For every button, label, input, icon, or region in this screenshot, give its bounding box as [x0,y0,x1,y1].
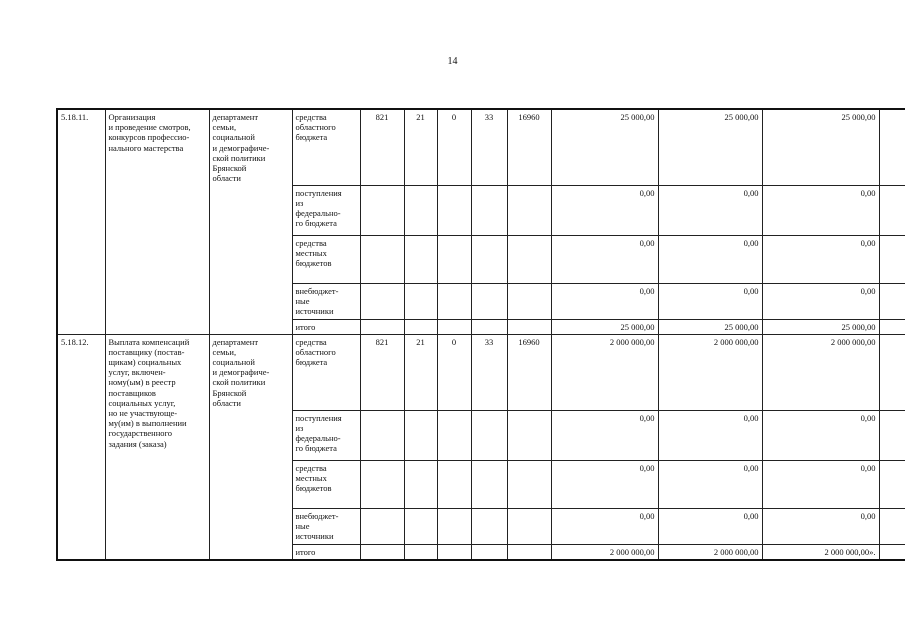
source-label: средства областного бюджета [292,334,360,410]
code-cell [360,235,404,283]
code-cell [404,235,437,283]
amount-cell: 0,00 [551,410,658,460]
amount-cell: 0,00 [551,283,658,319]
source-label: средства местных бюджетов [292,460,360,508]
empty-cell [879,235,905,283]
total-amount: 25 000,00 [551,319,658,334]
code-cell: 16960 [507,334,551,410]
code-cell [404,544,437,560]
code-cell [360,544,404,560]
code-cell: 33 [471,334,507,410]
code-cell [507,410,551,460]
code-cell [360,283,404,319]
amount-cell: 2 000 000,00 [762,334,879,410]
empty-cell [879,185,905,235]
code-cell [471,544,507,560]
row-executor: департамент семьи, социальной и демографиче- ской политики Брянской области [209,334,292,560]
amount-cell: 0,00 [762,410,879,460]
empty-cell [879,410,905,460]
code-cell [437,544,471,560]
source-label: поступления из федерально- го бюджета [292,185,360,235]
total-label: итого [292,319,360,334]
code-cell [360,460,404,508]
amount-cell: 0,00 [762,235,879,283]
row-code: 5.18.11. [57,109,105,334]
empty-cell [879,544,905,560]
code-cell [471,319,507,334]
code-cell [507,460,551,508]
code-cell [437,508,471,544]
code-cell [437,235,471,283]
code-cell [437,319,471,334]
code-cell: 21 [404,334,437,410]
code-cell [471,283,507,319]
source-label: средства областного бюджета [292,109,360,185]
code-cell [404,410,437,460]
total-amount: 2 000 000,00». [762,544,879,560]
row-name: Выплата компенсаций поставщику (постав- щикам) социальных услуг, включен- ному(ым) в реестр поставщиков социальных услуг, но не участвующе- му(им) в выполнении государственного задания (заказа) [105,334,209,560]
code-cell: 0 [437,334,471,410]
total-amount: 2 000 000,00 [551,544,658,560]
budget-table [56,108,905,561]
empty-cell [879,460,905,508]
amount-cell: 0,00 [551,508,658,544]
table-row [57,109,905,185]
total-amount: 25 000,00 [658,319,762,334]
code-cell [507,185,551,235]
code-cell [360,185,404,235]
amount-cell: 0,00 [658,460,762,508]
amount-cell: 2 000 000,00 [658,334,762,410]
empty-cell [879,109,905,185]
amount-cell: 0,00 [658,235,762,283]
code-cell [437,185,471,235]
code-cell: 821 [360,334,404,410]
amount-cell: 2 000 000,00 [551,334,658,410]
code-cell [360,508,404,544]
amount-cell: 0,00 [551,235,658,283]
code-cell [471,410,507,460]
code-cell: 0 [437,109,471,185]
code-cell [437,410,471,460]
row-name: Организация и проведение смотров, конкурсов профессио- нального мастерства [105,109,209,334]
empty-cell [879,283,905,319]
amount-cell: 25 000,00 [762,109,879,185]
amount-cell: 25 000,00 [551,109,658,185]
code-cell [404,319,437,334]
code-cell: 16960 [507,109,551,185]
source-label: внебюджет- ные источники [292,508,360,544]
row-executor: департамент семьи, социальной и демографиче- ской политики Брянской области [209,109,292,334]
code-cell: 33 [471,109,507,185]
empty-cell [879,334,905,410]
total-amount: 25 000,00 [762,319,879,334]
code-cell [404,508,437,544]
code-cell [360,410,404,460]
code-cell [404,283,437,319]
code-cell [507,544,551,560]
amount-cell: 0,00 [762,283,879,319]
amount-cell: 0,00 [551,460,658,508]
row-code: 5.18.12. [57,334,105,560]
code-cell [437,283,471,319]
source-label: внебюджет- ные источники [292,283,360,319]
amount-cell: 0,00 [658,185,762,235]
amount-cell: 0,00 [658,283,762,319]
amount-cell: 25 000,00 [658,109,762,185]
code-cell [471,235,507,283]
source-label: средства местных бюджетов [292,235,360,283]
table-row [57,334,905,410]
empty-cell [879,508,905,544]
code-cell: 821 [360,109,404,185]
amount-cell: 0,00 [658,508,762,544]
code-cell [360,319,404,334]
code-cell [507,235,551,283]
source-label: поступления из федерально- го бюджета [292,410,360,460]
code-cell: 21 [404,109,437,185]
amount-cell: 0,00 [762,508,879,544]
empty-cell [879,319,905,334]
amount-cell: 0,00 [551,185,658,235]
code-cell [507,319,551,334]
page-number: 14 [447,56,458,67]
code-cell [471,460,507,508]
code-cell [507,283,551,319]
total-label: итого [292,544,360,560]
code-cell [471,185,507,235]
code-cell [404,460,437,508]
amount-cell: 0,00 [762,460,879,508]
total-amount: 2 000 000,00 [658,544,762,560]
code-cell [437,460,471,508]
amount-cell: 0,00 [658,410,762,460]
amount-cell: 0,00 [762,185,879,235]
code-cell [507,508,551,544]
code-cell [471,508,507,544]
code-cell [404,185,437,235]
